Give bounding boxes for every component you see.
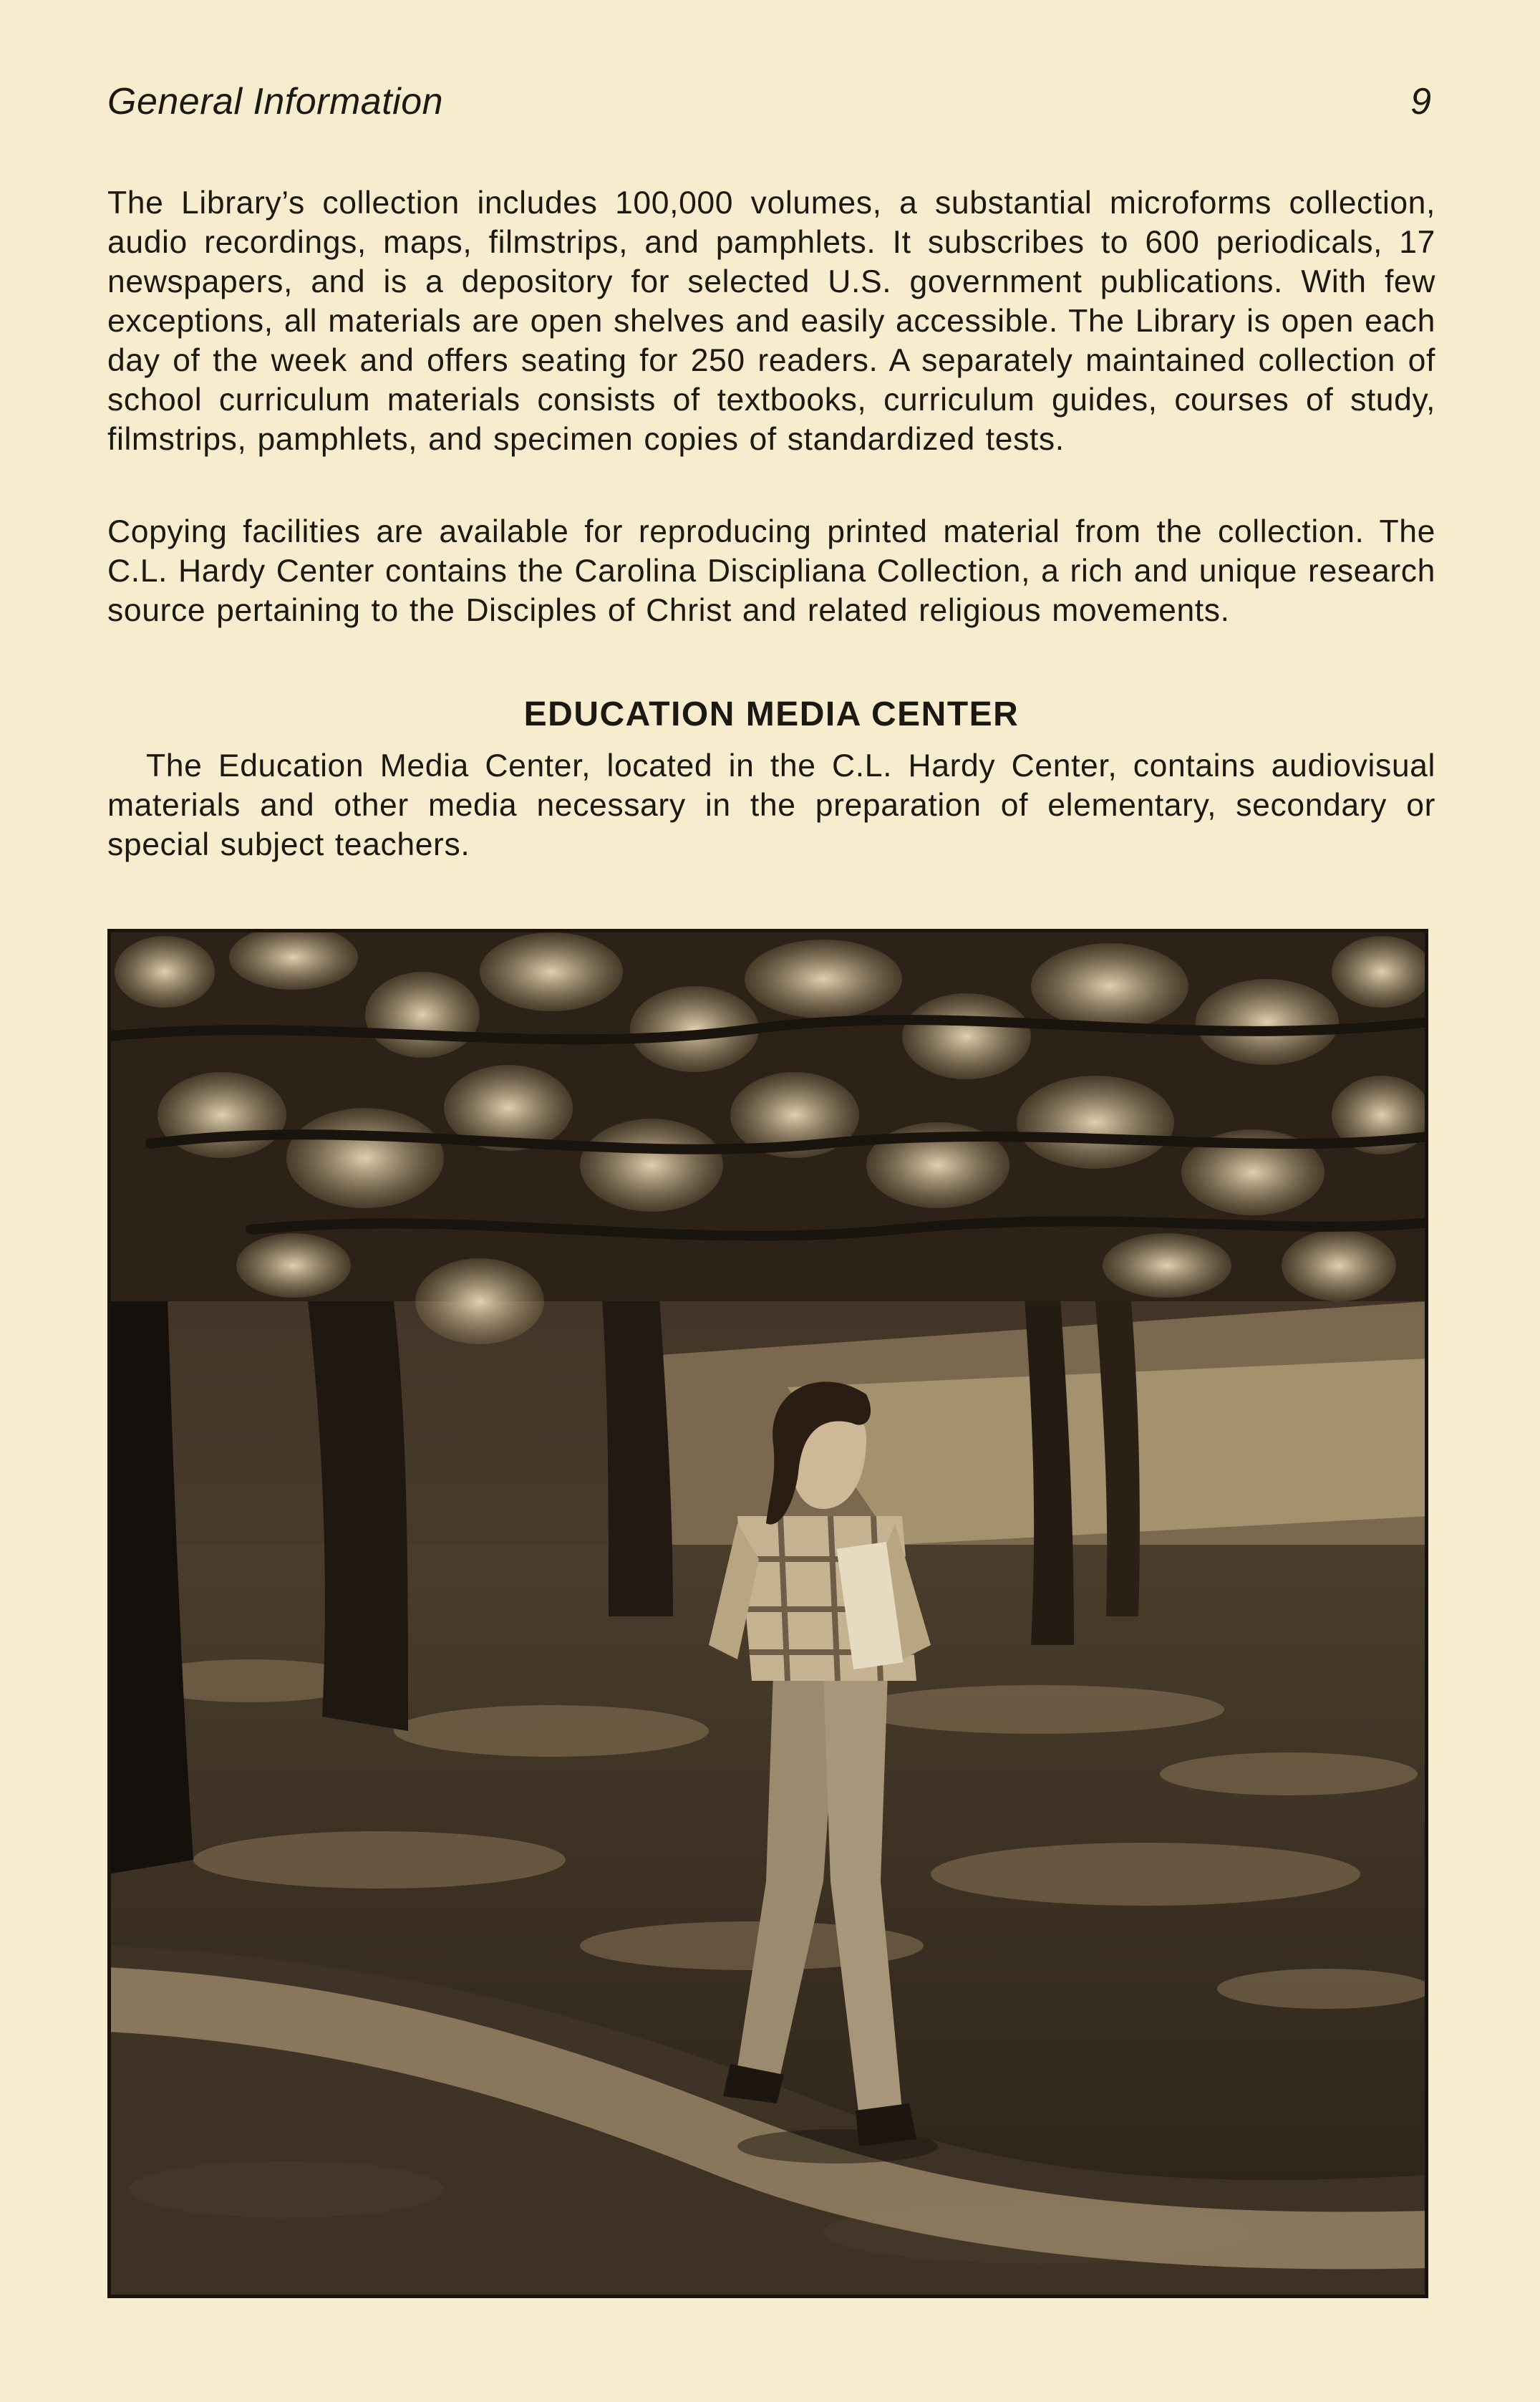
education-media-center-paragraph: The Education Media Center, located in the C.L. Hardy Center, contains audiovisual materials and other media necessary in the preparation of elementary, secondary or special subject teachers.	[107, 748, 1435, 862]
copying-facilities-paragraph: Copying facilities are available for reproducing printed material from the collection. The C.L. Hardy Center contains the Carolina Discipliana Collection, a rich and unique research source pertaining to the Disciples of Christ and related religious movements.	[107, 514, 1435, 628]
section-heading: EDUCATION MEDIA CENTER	[523, 695, 1020, 733]
library-collection-paragraph: The Library’s collection includes 100,000 volumes, a substantial microforms collection, audio recordings, maps, filmstrips, and pamphlets. It subscribes to 600 periodicals, 17 newspapers, and is a depository for selected U.S. government publications. With few exceptions, all materials are open shelves and easily accessible. The Library is open each day of the week and offers seating for 250 readers. A separately maintained collection of school curriculum materials consists of textbooks, curriculum guides, courses of study, filmstrips, pamphlets, and specimen copies of standardized tests.	[107, 185, 1435, 457]
running-head-title: General Information	[107, 81, 444, 122]
student-shoe-right	[856, 2103, 916, 2146]
tree-canopy	[107, 929, 1428, 1344]
campus-photograph	[107, 929, 1428, 2298]
page-number: 9	[1410, 81, 1431, 122]
photo-illustration	[107, 929, 1428, 2298]
